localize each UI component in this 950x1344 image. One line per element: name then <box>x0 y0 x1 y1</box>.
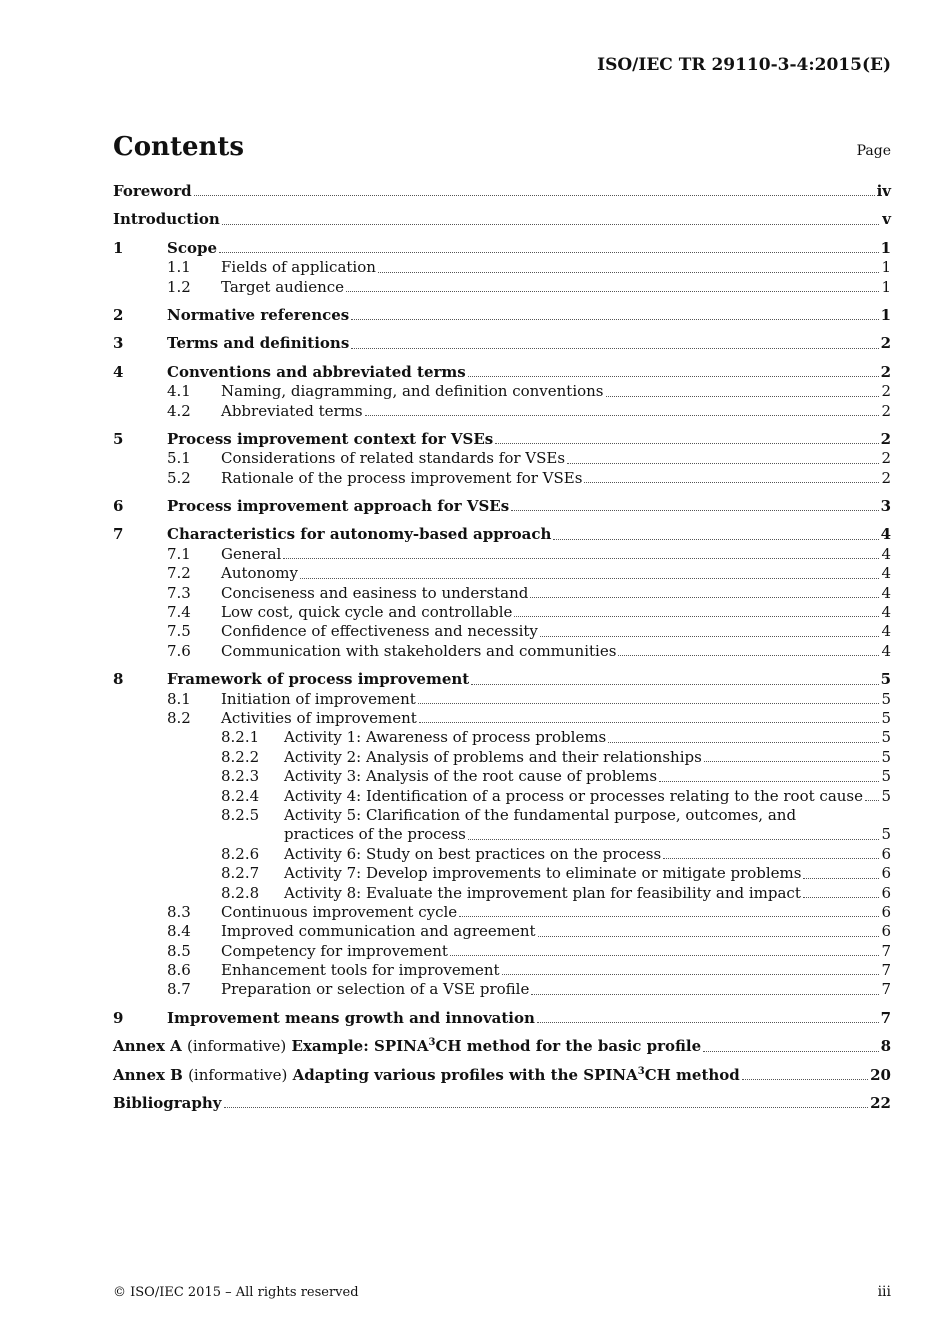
toc-entry-7[interactable]: 7 Characteristics for autonomy-based approach 4 <box>113 525 891 544</box>
toc-entry-4-2[interactable]: 4.2 Abbreviated terms 2 <box>167 401 891 420</box>
table-of-contents <box>113 182 891 1113</box>
toc-entry-8-2-2[interactable]: 8.2.2 Activity 2: Analysis of problems and their relationships 5 <box>221 747 891 766</box>
toc-entry-8-2-1[interactable]: 8.2.1 Activity 1: Awareness of process problems 5 <box>221 728 891 747</box>
toc-entry-7-5[interactable]: 7.5 Confidence of effectiveness and necessity 4 <box>167 622 891 641</box>
toc-entry-9[interactable]: 9 Improvement means growth and innovation 7 <box>113 1008 891 1027</box>
toc-entry-2[interactable]: 2 Normative references 1 <box>113 305 891 324</box>
page-number: iii <box>877 1284 891 1300</box>
page-column-label: Page <box>856 143 891 159</box>
toc-entry-7-1[interactable]: 7.1 General 4 <box>167 544 891 563</box>
toc-entry-1-2[interactable]: 1.2 Target audience 1 <box>167 277 891 296</box>
toc-entry-bibliography[interactable]: Bibliography 22 <box>113 1094 891 1113</box>
contents-heading: Contents <box>113 132 245 162</box>
toc-entry-8-6[interactable]: 8.6 Enhancement tools for improvement 7 <box>167 961 891 980</box>
document-page <box>113 0 891 1344</box>
toc-entry-7-2[interactable]: 7.2 Autonomy 4 <box>167 564 891 583</box>
toc-entry-8-5[interactable]: 8.5 Competency for improvement 7 <box>167 941 891 960</box>
toc-entry-8-2-8[interactable]: 8.2.8 Activity 8: Evaluate the improvement plan for feasibility and impact 6 <box>221 883 891 902</box>
toc-entry-introduction[interactable]: Introduction v <box>113 210 891 229</box>
toc-entry-7-6[interactable]: 7.6 Communication with stakeholders and communities 4 <box>167 641 891 660</box>
toc-entry-8-2-7[interactable]: 8.2.7 Activity 7: Develop improvements to eliminate or mitigate problems 6 <box>221 864 891 883</box>
toc-entry-7-3[interactable]: 7.3 Conciseness and easiness to understand 4 <box>167 583 891 602</box>
toc-entry-8-2-3[interactable]: 8.2.3 Activity 3: Analysis of the root cause of problems 5 <box>221 767 891 786</box>
toc-entry-1-1[interactable]: 1.1 Fields of application 1 <box>167 258 891 277</box>
toc-entry-7-4[interactable]: 7.4 Low cost, quick cycle and controllable 4 <box>167 603 891 622</box>
toc-entry-5-1[interactable]: 5.1 Considerations of related standards for VSEs 2 <box>167 449 891 468</box>
toc-entry-1[interactable]: 1 Scope 1 <box>113 238 891 257</box>
toc-entry-6[interactable]: 6 Process improvement approach for VSEs 3 <box>113 497 891 516</box>
toc-entry-4-1[interactable]: 4.1 Naming, diagramming, and definition conventions 2 <box>167 382 891 401</box>
toc-entry-3[interactable]: 3 Terms and definitions 2 <box>113 334 891 353</box>
toc-entry-8-7[interactable]: 8.7 Preparation or selection of a VSE profile 7 <box>167 980 891 999</box>
toc-entry-5-2[interactable]: 5.2 Rationale of the process improvement for VSEs 2 <box>167 468 891 487</box>
toc-entry-4[interactable]: 4 Conventions and abbreviated terms 2 <box>113 362 891 381</box>
copyright-notice: © ISO/IEC 2015 – All rights reserved <box>113 1285 359 1300</box>
toc-entry-8-1[interactable]: 8.1 Initiation of improvement 5 <box>167 689 891 708</box>
toc-entry-8[interactable]: 8 Framework of process improvement 5 <box>113 670 891 689</box>
toc-entry-8-2-4[interactable]: 8.2.4 Activity 4: Identification of a process or processes relating to the root cause 5 <box>221 786 891 805</box>
toc-entry-8-2[interactable]: 8.2 Activities of improvement 5 <box>167 708 891 727</box>
toc-entry-annex-a[interactable]: Annex A (informative) Example: SPINA$^3$CH method for the basic profile 8 <box>113 1037 891 1056</box>
document-id: ISO/IEC TR 29110-3-4:2015(E) <box>597 55 891 75</box>
toc-entry-foreword[interactable]: Foreword iv <box>113 182 891 200</box>
toc-entry-5[interactable]: 5 Process improvement context for VSEs 2 <box>113 429 891 448</box>
toc-entry-8-2-5-cont[interactable]: practices of the process 5 <box>284 825 891 844</box>
toc-entry-8-2-5[interactable]: 8.2.5 Activity 5: Clarification of the fundamental purpose, outcomes, and <box>221 805 797 824</box>
toc-entry-8-2-6[interactable]: 8.2.6 Activity 6: Study on best practices on the process 6 <box>221 844 891 863</box>
toc-entry-8-4[interactable]: 8.4 Improved communication and agreement 6 <box>167 922 891 941</box>
toc-entry-8-3[interactable]: 8.3 Continuous improvement cycle 6 <box>167 902 891 921</box>
toc-entry-annex-b[interactable]: Annex B (informative) Adapting various profiles with the SPINA$^3$CH method 20 <box>113 1065 891 1084</box>
